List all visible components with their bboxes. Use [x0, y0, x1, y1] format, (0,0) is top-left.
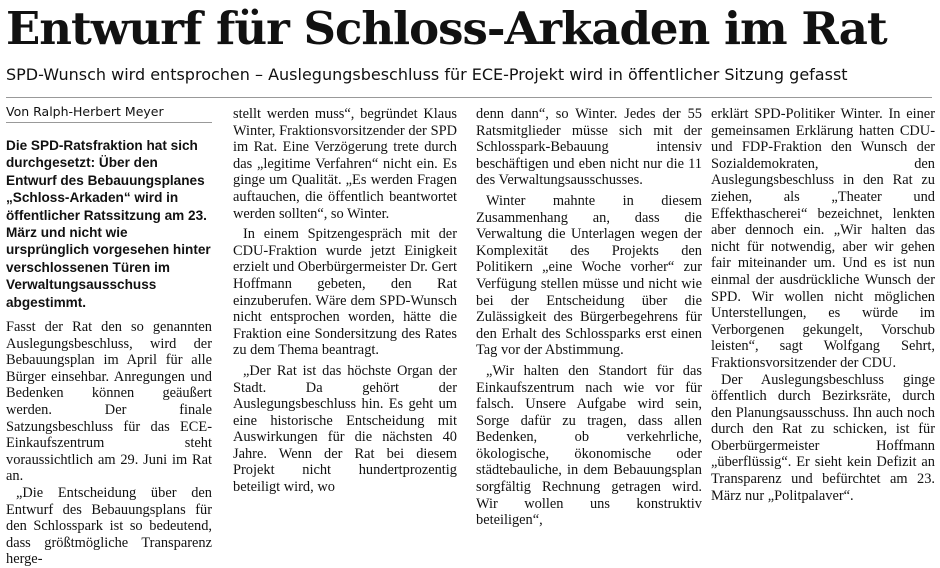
- headline: Entwurf für Schloss-Arkaden im Rat: [6, 2, 887, 55]
- paragraph: Der Auslegungsbeschluss ginge öffentlich durch Bezirksräte, durch den Planungsausschuss. Ihn auch noch durch den Rat zu schicken, ist für Oberbürgermeister Hoffmann „überflüssig“. Er sieht kein Defizit an Transparenz und befürchtet am 23. März nur „Politpalaver“.: [711, 371, 935, 504]
- paragraph: denn dann“, so Winter. Jedes der 55 Ratsmitglieder müsse sich mit der Schlosspark-Bebauung intensiv beschäftigen und eben nicht nur die 11 des Verwaltungsausschusses.: [476, 106, 702, 189]
- paragraph: „Wir halten den Standort für das Einkaufszentrum nach wie vor für falsch. Unsere Aufgabe wird sein, Sorge dafür zu tragen, dass allen Bedenken, ob verkehrliche, ökologische, ökonomische oder städtebauliche, in dem Bebauungsplan sorgfältig Rechnung getragen wird. Wir wollen uns konstruktiv beteiligen“,: [476, 362, 702, 529]
- subheadline: SPD-Wunsch wird entsprochen – Auslegungsbeschluss für ECE-Projekt wird in öffentlicher Sitzung gefasst: [6, 65, 848, 84]
- paragraph: Fasst der Rat den so genannten Auslegungsbeschluss, wird der Bebauungsplan im April für alle Bürger einsehbar. Anregungen und Bedenken können geäußert werden. Der finale Satzungsbeschluss für das ECE-Einkaufszentrum steht voraussichtlich am 29. Juni im Rat an.: [6, 319, 212, 485]
- lead-paragraph: Die SPD-Ratsfraktion hat sich durchgesetzt: Über den Entwurf des Bebauungsplanes „Schloss-Arkaden“ wird in öffentlicher Ratssitzung am 23. März und nicht wie ursprünglich vorgesehen hinter verschlossenen Türen im Verwaltungsausschuss abgestimmt.: [6, 138, 211, 310]
- paragraph: stellt werden muss“, begründet Klaus Winter, Fraktionsvorsitzender der SPD im Rat. Eine Verzögerung trete durch das „legitime Verfahren“ nicht ein. Es ginge um Qualität. „Es werden Fragen auftauchen, die öffentlich beantwortet werden sollten“, so Winter.: [233, 106, 457, 222]
- column-4: [711, 106, 935, 504]
- paragraph: „Die Entscheidung über den Entwurf des Bebauungsplans für den Schlosspark ist so bedeutend, dass größtmögliche Transparenz herge-: [6, 485, 212, 568]
- column-1: [6, 103, 212, 568]
- paragraph: Winter mahnte in diesem Zusammenhang an, dass die Verwaltung die Unterlagen wegen der Komplexität des Projekts den Politikern „eine Woche vorher“ zur Verfügung stellen müsse und nicht wie bei der Entscheidung über die Zulässigkeit des Bürgerbegehrens für den Erhalt des Schlossparks erst einen Tag vor der Abstimmung.: [476, 192, 702, 359]
- header-divider: [6, 97, 932, 98]
- paragraph: In einem Spitzengespräch mit der CDU-Fraktion wurde jetzt Einigkeit erzielt und Oberbürgermeister Dr. Gert Hoffmann gebeten, den Rat einzuberufen. Wäre dem SPD-Wunsch nicht entsprochen worden, hätte die Fraktion eine Sondersitzung des Rates zu dem Thema beantragt.: [233, 226, 457, 359]
- byline: Von Ralph-Herbert Meyer: [6, 103, 212, 123]
- paragraph: erklärt SPD-Politiker Winter. In einer gemeinsamen Erklärung hatten CDU- und FDP-Fraktion den Wunsch der Sozialdemokraten, den Auslegungsbeschluss in den Rat zu ziehen, als „Theater und Effekthascherei“ bezeichnet, lenkten aber dennoch ein. „Wir halten das nicht für notwendig, aber wir gehen fair miteinander um. Und es ist nun einmal der ausdrückliche Wunsch der SPD. Wir wollen nicht möglichen Unterstellungen, es würde im Verborgenen gekungelt, Vorschub leisten“, sagt Wolfgang Sehrt, Fraktionsvorsitzender der CDU.: [711, 106, 935, 371]
- paragraph: „Der Rat ist das höchste Organ der Stadt. Da gehört der Auslegungsbeschluss hin. Es geht um eine historische Entscheidung mit Auswirkungen für die nächsten 40 Jahre. Wenn der Rat bei diesem Projekt nicht hundertprozentig beteiligt wird, wo: [233, 362, 457, 496]
- column-2: [233, 106, 457, 496]
- column-3: [476, 106, 702, 529]
